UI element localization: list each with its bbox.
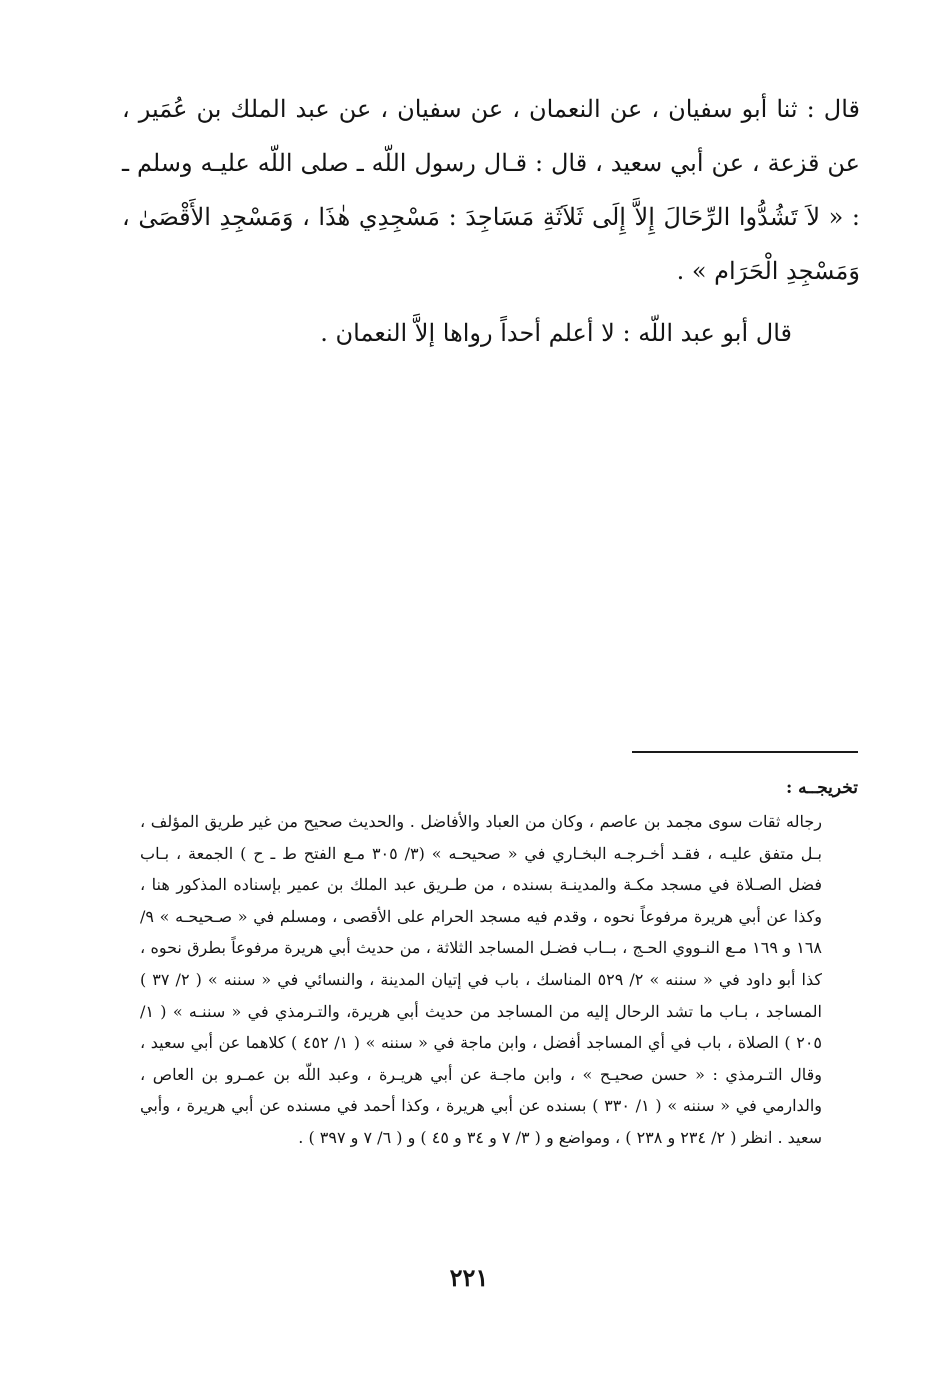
hadith-paragraph: قال : ثنا أبو سفيان ، عن النعمان ، عن سفيان ، عن عبد الملك بن عُمَير ، عن قزعة ، عن أبي سعيد ، قال : قـال رسول اللّه ـ صلى اللّه عليـه وسلم ـ : « لاَ تَشُدُّوا الرِّحَالَ إِلاَّ إِلَى ثَلاَثَةِ مَسَاجِدَ : مَسْجِدِي هٰذَا ، وَمَسْجِدِ الأَقْصَىٰ ، وَمَسْجِدِ الْحَرَام » . <box>122 95 860 285</box>
footnote-section <box>140 774 858 1154</box>
footnote-divider <box>632 751 858 753</box>
page-number: ٢٢١ <box>449 1263 489 1292</box>
footnote-body: رجاله ثقات سوى مجمد بن عاصم ، وكان من العباد والأفاضل . والحديث صحيح من غير طريق المؤلف ، بـل متفق عليـه ، فقـد أخـرجـه البخـاري في « صحيحـه » (٣/ ٣٠٥ مـع الفتح ط ـ ح ) الجمعة ، بـاب فضل الصـلاة في مسجد مكـة والمدينـة بسنده ، من طـريق عبد الملك بن عمير بإسناده المذكور هنا ، وكذا عن أبي هريرة مرفوعاً نحوه ، وقدم فيه مسجد الحرام على الأقصى ، ومسلم في « صـحيحـه » ٩/ ١٦٨ و ١٦٩ مـع النـووي الحـج ، بــاب فضـل المساجد الثلاثة ، من حديث أبي هريرة مرفوعاً بطرق نحوه ، كذا أبو داود في « سننه » ٢/ ٥٢٩ المناسك ، باب في إتيان المدينة ، والنسائي في « سننه » ( ٢/ ٣٧ ) المساجد ، بـاب ما تشد الرحال إليه من المساجد من حديث أبي هريرة، والتـرمذي في « سننـه » ( ١/ ٢٠٥ ) الصلاة ، باب في أي المساجد أفضل ، وابن ماجة في « سننه » ( ١/ ٤٥٢ ) كلاهما عن أبي سعيد ، وقال التـرمذي : « حسن صحيـح » ، وابن ماجـة عن أبي هريـرة ، وعبد اللّه بن عمـرو بن العاص ، والدارمي في « سننه » ( ١/ ٣٣٠ ) بسنده عن أبي هريرة ، وكذا أحمد في مسنده عن أبي هريرة ، وأبي سعيد . انظر ( ٢/ ٢٣٤ و ٢٣٨ ) ، ومواضع و ( ٣/ ٧ و ٣٤ و ٤٥ ) و ( ٦/ ٧ و ٣٩٧ ) . <box>140 812 823 1147</box>
main-text <box>122 82 860 360</box>
footnote-heading: تخريجــه : <box>785 778 858 798</box>
author-comment: قال أبو عبد اللّه : لا أعلم أحداً رواها إلاَّ النعمان . <box>320 319 792 347</box>
